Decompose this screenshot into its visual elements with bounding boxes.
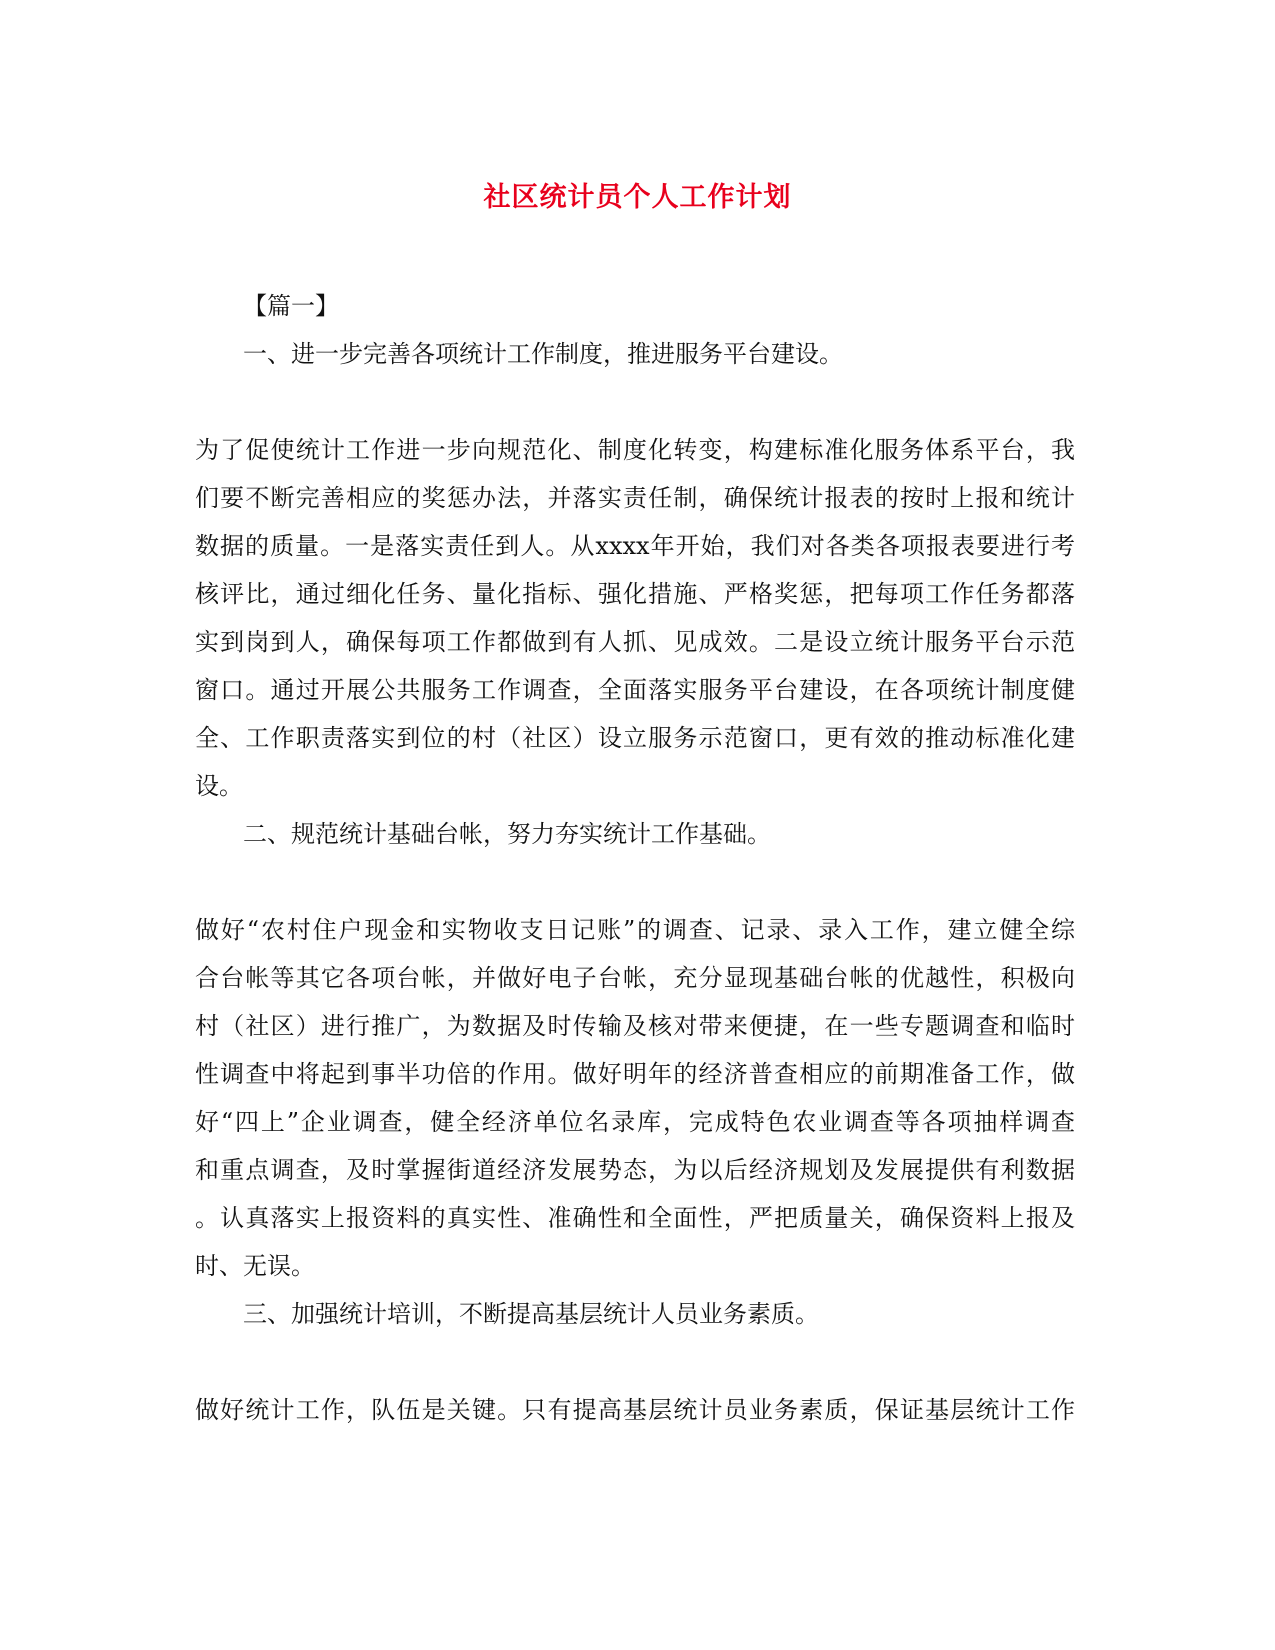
paragraph-line: 窗口。通过开展公共服务工作调查，全面落实服务平台建设，在各项统计制度健 (195, 676, 1075, 704)
paragraph-line: 。认真落实上报资料的真实性、准确性和全面性，严把质量关，确保资料上报及 (195, 1204, 1075, 1232)
paragraph-line: 合台帐等其它各项台帐，并做好电子台帐，充分显现基础台帐的优越性，积极向 (195, 964, 1075, 992)
paragraph-3 (195, 1386, 1075, 1434)
document-title: 社区统计员个人工作计划 (483, 182, 792, 213)
paragraph-line: 性调查中将起到事半功倍的作用。做好明年的经济普查相应的前期准备工作，做 (195, 1060, 1075, 1088)
paragraph-line: 全、工作职责落实到位的村（社区）设立服务示范窗口，更有效的推动标准化建 (195, 724, 1075, 752)
paragraph-line: 村（社区）进行推广，为数据及时传输及核对带来便捷，在一些专题调查和临时 (195, 1012, 1075, 1040)
paragraph-line: 做好统计工作，队伍是关键。只有提高基层统计员业务素质，保证基层统计工作 (195, 1396, 1075, 1424)
section-heading-2: 二、规范统计基础台帐，努力夯实统计工作基础。 (243, 820, 771, 848)
paragraph-1 (195, 426, 1075, 810)
section-heading-1: 一、进一步完善各项统计工作制度，推进服务平台建设。 (243, 340, 843, 368)
document-body (195, 282, 1075, 1434)
paragraph-2 (195, 906, 1075, 1290)
paragraph-line: 时、无误。 (195, 1252, 315, 1280)
paragraph-line: 和重点调查，及时掌握街道经济发展势态，为以后经济规划及发展提供有利数据 (195, 1156, 1075, 1184)
paragraph-line: 设。 (195, 772, 243, 800)
paragraph-line: 数据的质量。一是落实责任到人。从xxxx年开始，我们对各类各项报表要进行考 (195, 532, 1075, 560)
paragraph-spacer (195, 858, 1075, 906)
paragraph-line: 为了促使统计工作进一步向规范化、制度化转变，构建标准化服务体系平台，我 (195, 436, 1075, 464)
paragraph-spacer (195, 378, 1075, 426)
paragraph-spacer (195, 1338, 1075, 1386)
paragraph-line: 好“四上”企业调查，健全经济单位名录库，完成特色农业调查等各项抽样调查 (195, 1108, 1075, 1136)
paragraph-line: 实到岗到人，确保每项工作都做到有人抓、见成效。二是设立统计服务平台示范 (195, 628, 1075, 656)
section-label: 【篇一】 (243, 292, 339, 320)
paragraph-line: 做好“农村住户现金和实物收支日记账”的调查、记录、录入工作，建立健全综 (195, 916, 1075, 944)
section-heading-3: 三、加强统计培训，不断提高基层统计人员业务素质。 (243, 1300, 819, 1328)
paragraph-line: 核评比，通过细化任务、量化指标、强化措施、严格奖惩，把每项工作任务都落 (195, 580, 1075, 608)
paragraph-line: 们要不断完善相应的奖惩办法，并落实责任制，确保统计报表的按时上报和统计 (195, 484, 1075, 512)
